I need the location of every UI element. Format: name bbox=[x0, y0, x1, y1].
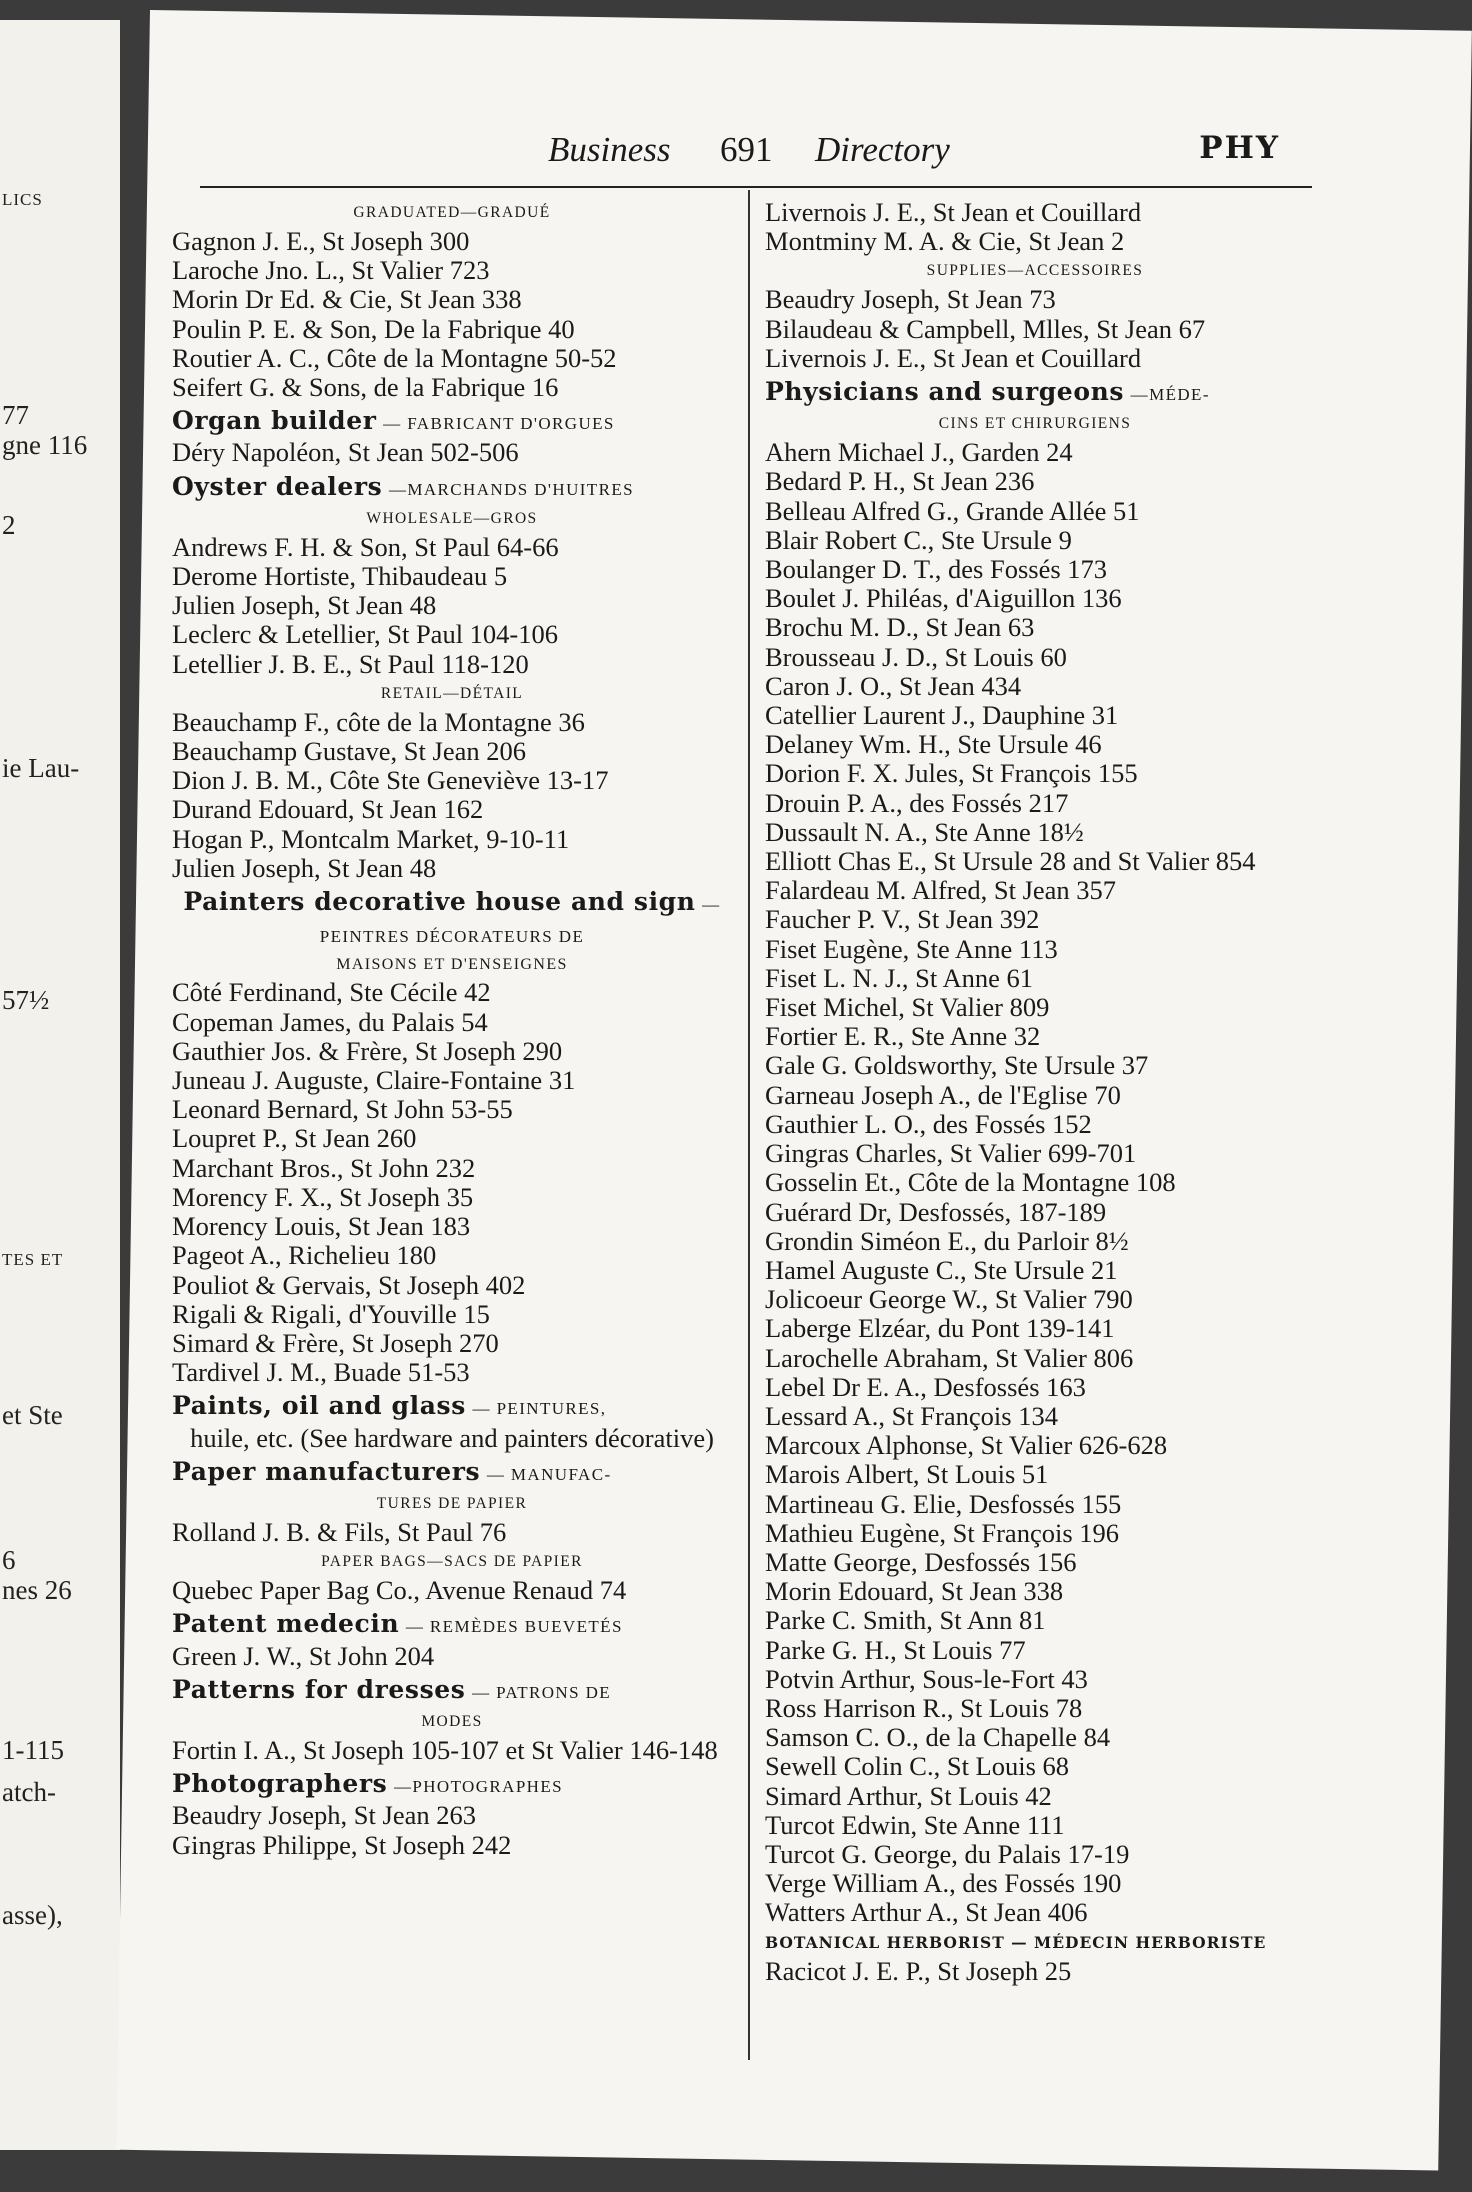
listing-entry: Bedard P. H., St Jean 236 bbox=[765, 466, 1035, 497]
category-french-cont: MAISONS ET D'ENSEIGNES bbox=[336, 956, 568, 974]
category-heading bbox=[172, 472, 732, 504]
category-name: Oyster dealers bbox=[172, 471, 383, 501]
facing-page-text: asse), bbox=[2, 1900, 63, 1930]
subcategory-heading: PAPER BAGS—SACS DE PAPIER bbox=[321, 1553, 583, 1571]
listing-entry: Lebel Dr E. A., Desfossés 163 bbox=[765, 1371, 1086, 1402]
category-french: —PEINTRES DÉCORATEURS DE bbox=[319, 895, 721, 947]
listing-entry: Simard Arthur, St Louis 42 bbox=[765, 1780, 1052, 1811]
listing-entry: Pageot A., Richelieu 180 bbox=[172, 1240, 437, 1271]
listing-entry: Durand Edouard, St Jean 162 bbox=[172, 794, 484, 825]
listing-entry: Larochelle Abraham, St Valier 806 bbox=[765, 1342, 1134, 1373]
category-heading bbox=[172, 1391, 732, 1423]
column-divider bbox=[748, 190, 750, 2060]
listing-entry: Jolicoeur George W., St Valier 790 bbox=[765, 1284, 1133, 1315]
listing-entry: Julien Joseph, St Jean 48 bbox=[172, 852, 437, 883]
listing-entry: Blair Robert C., Ste Ursule 9 bbox=[765, 524, 1072, 555]
header-rule bbox=[200, 186, 1312, 188]
listing-entry: Rolland J. B. & Fils, St Paul 76 bbox=[172, 1516, 507, 1547]
listing-entry: Laberge Elzéar, du Pont 139-141 bbox=[765, 1313, 1115, 1344]
listing-entry: Green J. W., St John 204 bbox=[172, 1640, 435, 1671]
listing-entry: Falardeau M. Alfred, St Jean 357 bbox=[765, 875, 1117, 906]
listing-entry: Garneau Joseph A., de l'Eglise 70 bbox=[765, 1079, 1121, 1110]
listing-entry: Montminy M. A. & Cie, St Jean 2 bbox=[765, 226, 1125, 257]
facing-page-text: 1-115 bbox=[2, 1735, 64, 1765]
facing-page-text: et Ste bbox=[2, 1400, 63, 1430]
listing-entry: Beaudry Joseph, St Jean 263 bbox=[172, 1800, 476, 1831]
listing-entry: Gagnon J. E., St Joseph 300 bbox=[172, 226, 470, 256]
left-column bbox=[172, 198, 732, 1860]
subcategory-heading: RETAIL—DÉTAIL bbox=[380, 684, 524, 702]
header-business: Business bbox=[548, 130, 671, 169]
category-french: — PEINTURES, bbox=[472, 1399, 607, 1419]
listing-entry: Parke G. H., St Louis 77 bbox=[765, 1634, 1026, 1665]
facing-page-fragment bbox=[0, 20, 120, 2150]
facing-page-text: TES ET bbox=[2, 1250, 64, 1269]
listing-entry: Hogan P., Montcalm Market, 9-10-11 bbox=[172, 823, 570, 854]
listing-entry: Catellier Laurent J., Dauphine 31 bbox=[765, 700, 1119, 731]
facing-page-text: LICS bbox=[2, 190, 43, 209]
right-column bbox=[765, 198, 1305, 1986]
header-directory: Directory bbox=[815, 130, 950, 169]
listing-entry: Gauthier Jos. & Frère, St Joseph 290 bbox=[172, 1035, 563, 1066]
listing-entry: Fiset Eugène, Ste Anne 113 bbox=[765, 933, 1058, 964]
listing-entry: Morency Louis, St Jean 183 bbox=[172, 1211, 471, 1242]
listing-entry: Martineau G. Elie, Desfossés 155 bbox=[765, 1488, 1122, 1519]
listing-entry: Simard & Frère, St Joseph 270 bbox=[172, 1327, 499, 1358]
listing-entry: Ahern Michael J., Garden 24 bbox=[765, 437, 1073, 468]
listing-entry: Copeman James, du Palais 54 bbox=[172, 1006, 488, 1037]
listing-entry: Gingras Charles, St Valier 699-701 bbox=[765, 1138, 1137, 1169]
facing-page-text: 77 bbox=[2, 400, 29, 430]
category-name: Painters decorative house and sign bbox=[183, 887, 696, 917]
listing-entry: Fiset L. N. J., St Anne 61 bbox=[765, 962, 1033, 993]
facing-page-text: 2 bbox=[2, 510, 16, 540]
listing-entry: Fiset Michel, St Valier 809 bbox=[765, 992, 1050, 1023]
category-heading bbox=[765, 377, 1305, 409]
category-name: Paper manufacturers bbox=[172, 1456, 481, 1486]
listing-entry: Quebec Paper Bag Co., Avenue Renaud 74 bbox=[172, 1575, 627, 1606]
category-note: huile, etc. (See hardware and painters décorative) bbox=[190, 1422, 714, 1453]
category-heading bbox=[172, 1769, 732, 1801]
subcategory-heading: WHOLESALE—GROS bbox=[366, 509, 538, 527]
listing-entry: Loupret P., St Jean 260 bbox=[172, 1123, 417, 1154]
listing-entry: Dussault N. A., Ste Anne 18½ bbox=[765, 816, 1084, 847]
listing-entry: Bilaudeau & Campbell, Mlles, St Jean 67 bbox=[765, 313, 1206, 344]
section-code: PHY bbox=[1199, 130, 1280, 166]
listing-entry: Fortier E. R., Ste Anne 32 bbox=[765, 1021, 1041, 1052]
listing-entry: Verge William A., des Fossés 190 bbox=[765, 1868, 1122, 1899]
listing-entry: Pouliot & Gervais, St Joseph 402 bbox=[172, 1269, 526, 1300]
listing-entry: Juneau J. Auguste, Claire-Fontaine 31 bbox=[172, 1065, 576, 1096]
subcategory-heading: SUPPLIES—ACCESSOIRES bbox=[926, 262, 1144, 280]
listing-entry: Delaney Wm. H., Ste Ursule 46 bbox=[765, 729, 1102, 760]
listing-entry: Gingras Philippe, St Joseph 242 bbox=[172, 1829, 512, 1860]
listing-entry: Marcoux Alphonse, St Valier 626-628 bbox=[765, 1430, 1168, 1461]
listing-entry: Potvin Arthur, Sous-le-Fort 43 bbox=[765, 1663, 1088, 1694]
category-french: — FABRICANT D'ORGUES bbox=[383, 414, 615, 434]
category-heading bbox=[172, 887, 732, 978]
facing-page-text: 57½ bbox=[2, 985, 50, 1015]
listing-entry: Déry Napoléon, St Jean 502-506 bbox=[172, 437, 519, 468]
listing-entry: Morin Edouard, St Jean 338 bbox=[765, 1576, 1064, 1607]
listing-entry: Leonard Bernard, St John 53-55 bbox=[172, 1094, 513, 1125]
listing-entry: Boulet J. Philéas, d'Aiguillon 136 bbox=[765, 583, 1122, 614]
category-name: Paints, oil and glass bbox=[172, 1391, 466, 1421]
category-name: Physicians and surgeons bbox=[765, 377, 1125, 407]
listing-entry: Faucher P. V., St Jean 392 bbox=[765, 904, 1040, 935]
listing-entry: Derome Hortiste, Thibaudeau 5 bbox=[172, 561, 508, 592]
listing-entry: Matte George, Desfossés 156 bbox=[765, 1546, 1077, 1577]
listing-entry: Racicot J. E. P., St Joseph 25 bbox=[765, 1955, 1072, 1986]
category-heading bbox=[172, 1457, 732, 1489]
listing-entry: Samson C. O., de la Chapelle 84 bbox=[765, 1722, 1111, 1753]
listing-entry: Dion J. B. M., Côte Ste Geneviève 13-17 bbox=[172, 765, 609, 796]
listing-entry: Watters Arthur A., St Jean 406 bbox=[765, 1897, 1088, 1928]
listing-entry: Elliott Chas E., St Ursule 28 and St Valier 854 bbox=[765, 846, 1256, 877]
listing-entry: Morency F. X., St Joseph 35 bbox=[172, 1181, 474, 1212]
listing-entry: Routier A. C., Côte de la Montagne 50-52 bbox=[172, 342, 617, 373]
listing-entry: Seifert G. & Sons, de la Fabrique 16 bbox=[172, 372, 559, 403]
category-french: —MARCHANDS D'HUITRES bbox=[388, 479, 634, 499]
listing-entry: Gosselin Et., Côte de la Montagne 108 bbox=[765, 1167, 1176, 1198]
category-heading bbox=[172, 1609, 732, 1641]
category-name: Patent medecin bbox=[172, 1609, 400, 1639]
listing-entry: Fortin I. A., St Joseph 105-107 et St Valier 146-148 bbox=[172, 1734, 718, 1765]
category-french: — MANUFAC- bbox=[486, 1464, 612, 1484]
listing-entry: Ross Harrison R., St Louis 78 bbox=[765, 1692, 1083, 1723]
listing-entry: Boulanger D. T., des Fossés 173 bbox=[765, 554, 1108, 585]
listing-entry: Letellier J. B. E., St Paul 118-120 bbox=[172, 648, 529, 679]
facing-page-text: gne 116 bbox=[2, 430, 88, 460]
listing-entry: Côté Ferdinand, Ste Cécile 42 bbox=[172, 977, 491, 1008]
facing-page-text: ie Lau- bbox=[2, 753, 80, 783]
listing-entry: Dorion F. X. Jules, St François 155 bbox=[765, 758, 1138, 789]
listing-entry: Caron J. O., St Jean 434 bbox=[765, 670, 1022, 701]
listing-entry: Turcot G. George, du Palais 17-19 bbox=[765, 1838, 1130, 1869]
category-heading-inline: BOTANICAL HERBORIST — MÉDECIN HERBORISTE bbox=[765, 1932, 1267, 1952]
category-name: Patterns for dresses bbox=[172, 1674, 466, 1704]
listing-entry: Marois Albert, St Louis 51 bbox=[765, 1459, 1049, 1490]
listing-entry: Hamel Auguste C., Ste Ursule 21 bbox=[765, 1254, 1118, 1285]
listing-entry: Julien Joseph, St Jean 48 bbox=[172, 590, 437, 621]
category-name: Photographers bbox=[172, 1769, 388, 1799]
facing-page-text: 6 bbox=[2, 1545, 16, 1575]
listing-entry: Beauchamp Gustave, St Jean 206 bbox=[172, 736, 526, 767]
listing-entry: Brousseau J. D., St Louis 60 bbox=[765, 641, 1067, 672]
listing-entry: Parke C. Smith, St Ann 81 bbox=[765, 1605, 1046, 1636]
listing-entry: Lessard A., St François 134 bbox=[765, 1400, 1058, 1431]
listing-entry: Poulin P. E. & Son, De la Fabrique 40 bbox=[172, 313, 575, 344]
page-header bbox=[200, 130, 1280, 180]
listing-entry: Morin Dr Ed. & Cie, St Jean 338 bbox=[172, 284, 522, 315]
listing-entry: Beaudry Joseph, St Jean 73 bbox=[765, 284, 1056, 315]
listing-entry: Laroche Jno. L., St Valier 723 bbox=[172, 255, 490, 286]
listing-entry: Gauthier L. O., des Fossés 152 bbox=[765, 1108, 1092, 1139]
listing-entry: Turcot Edwin, Ste Anne 111 bbox=[765, 1809, 1065, 1840]
listing-entry: Andrews F. H. & Son, St Paul 64-66 bbox=[172, 531, 559, 562]
listing-entry: Marchant Bros., St John 232 bbox=[172, 1152, 476, 1183]
listing-entry: Gale G. Goldsworthy, Ste Ursule 37 bbox=[765, 1050, 1149, 1081]
listing-entry: Drouin P. A., des Fossés 217 bbox=[765, 787, 1069, 818]
subcategory-heading: TURES DE PAPIER bbox=[376, 1494, 528, 1512]
category-name: Organ builder bbox=[172, 406, 377, 436]
subcategory-heading: GRADUATED—GRADUÉ bbox=[353, 204, 551, 221]
category-french: — PATRONS DE bbox=[472, 1682, 612, 1702]
category-heading bbox=[172, 406, 732, 438]
facing-page-text: nes 26 bbox=[2, 1575, 72, 1605]
listing-entry: Rigali & Rigali, d'Youville 15 bbox=[172, 1298, 490, 1329]
category-heading bbox=[172, 1675, 732, 1707]
category-french: — REMÈDES BUEVETÉS bbox=[405, 1617, 623, 1637]
category-french: —PHOTOGRAPHES bbox=[393, 1777, 563, 1797]
page-number: 691 bbox=[720, 130, 773, 169]
subcategory-heading: MODES bbox=[421, 1712, 483, 1730]
listing-entry: Grondin Siméon E., du Parloir 8½ bbox=[765, 1225, 1129, 1256]
listing-entry: Livernois J. E., St Jean et Couillard bbox=[765, 197, 1142, 227]
listing-entry: Guérard Dr, Desfossés, 187-189 bbox=[765, 1196, 1107, 1227]
listing-entry: Belleau Alfred G., Grande Allée 51 bbox=[765, 495, 1140, 526]
subcategory-heading: CINS ET CHIRURGIENS bbox=[938, 415, 1132, 433]
listing-entry: Leclerc & Letellier, St Paul 104-106 bbox=[172, 619, 559, 650]
listing-entry: Tardivel J. M., Buade 51-53 bbox=[172, 1357, 470, 1388]
listing-entry: Brochu M. D., St Jean 63 bbox=[765, 612, 1035, 643]
category-french: —MÉDE- bbox=[1130, 385, 1210, 405]
listing-entry: Sewell Colin C., St Louis 68 bbox=[765, 1751, 1070, 1782]
listing-entry: Livernois J. E., St Jean et Couillard bbox=[765, 342, 1142, 373]
listing-entry: Beauchamp F., côte de la Montagne 36 bbox=[172, 706, 585, 737]
listing-entry: Mathieu Eugène, St François 196 bbox=[765, 1517, 1120, 1548]
facing-page-text: atch- bbox=[2, 1777, 56, 1807]
